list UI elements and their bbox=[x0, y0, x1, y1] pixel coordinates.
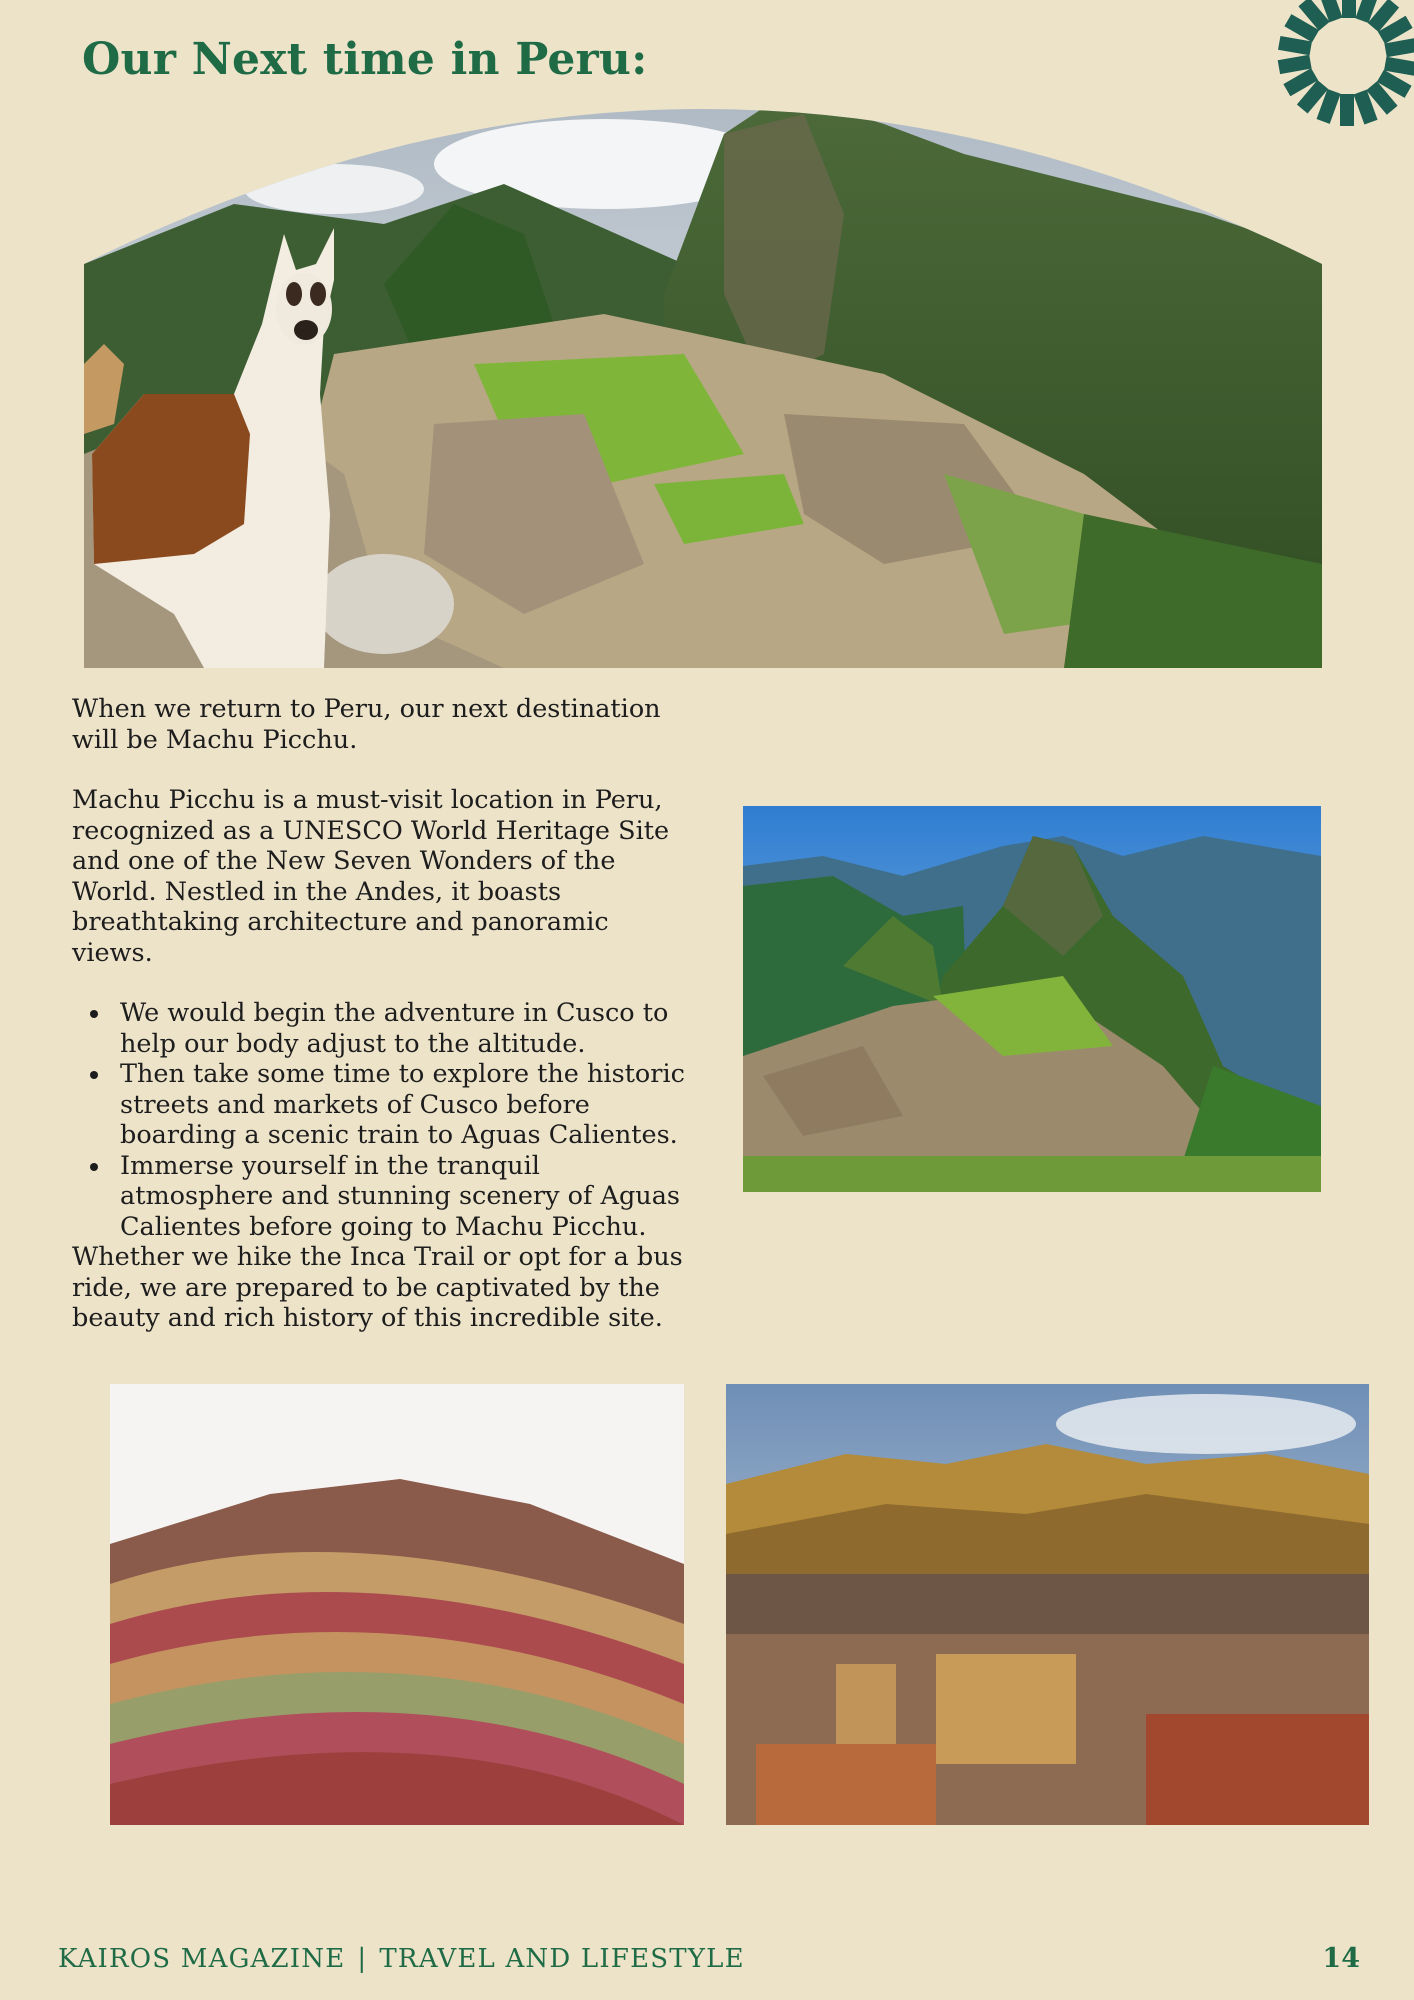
list-item: Then take some time to explore the historic streets and markets of Cusco before boarding a scenic train to Aguas Calientes. bbox=[120, 1059, 692, 1151]
footer-brand bbox=[58, 1944, 745, 1974]
section-name: TRAVEL AND LIFESTYLE bbox=[379, 1944, 745, 1974]
inset-photo bbox=[743, 806, 1321, 1192]
description-paragraph: Machu Picchu is a must-visit location in Peru, recognized as a UNESCO World Heritage Site and one of the New Seven Wonders of the World. Nestled in the Andes, it boasts breathtaking architecture and panoramic views. bbox=[72, 785, 670, 968]
page-title: Our Next time in Peru: bbox=[82, 34, 648, 85]
article-body bbox=[72, 694, 692, 1334]
itinerary-list bbox=[72, 998, 692, 1242]
closing-paragraph: Whether we hike the Inca Trail or opt for a bus ride, we are prepared to be captivated by the beauty and rich history of this incredible site. bbox=[72, 1242, 683, 1333]
list-item: We would begin the adventure in Cusco to help our body adjust to the altitude. bbox=[120, 998, 692, 1059]
list-item: Immerse yourself in the tranquil atmosphere and stunning scenery of Aguas Calientes before going to Machu Picchu. bbox=[120, 1151, 692, 1243]
page-number: 14 bbox=[1322, 1943, 1360, 1974]
hero-photo bbox=[84, 94, 1322, 668]
magazine-name: KAIROS MAGAZINE bbox=[58, 1944, 346, 1974]
intro-paragraph: When we return to Peru, our next destination will be Machu Picchu. bbox=[72, 694, 661, 755]
rainbow-mountain-photo bbox=[110, 1384, 684, 1825]
footer-separator: | bbox=[357, 1944, 368, 1974]
cusco-photo bbox=[726, 1384, 1369, 1825]
